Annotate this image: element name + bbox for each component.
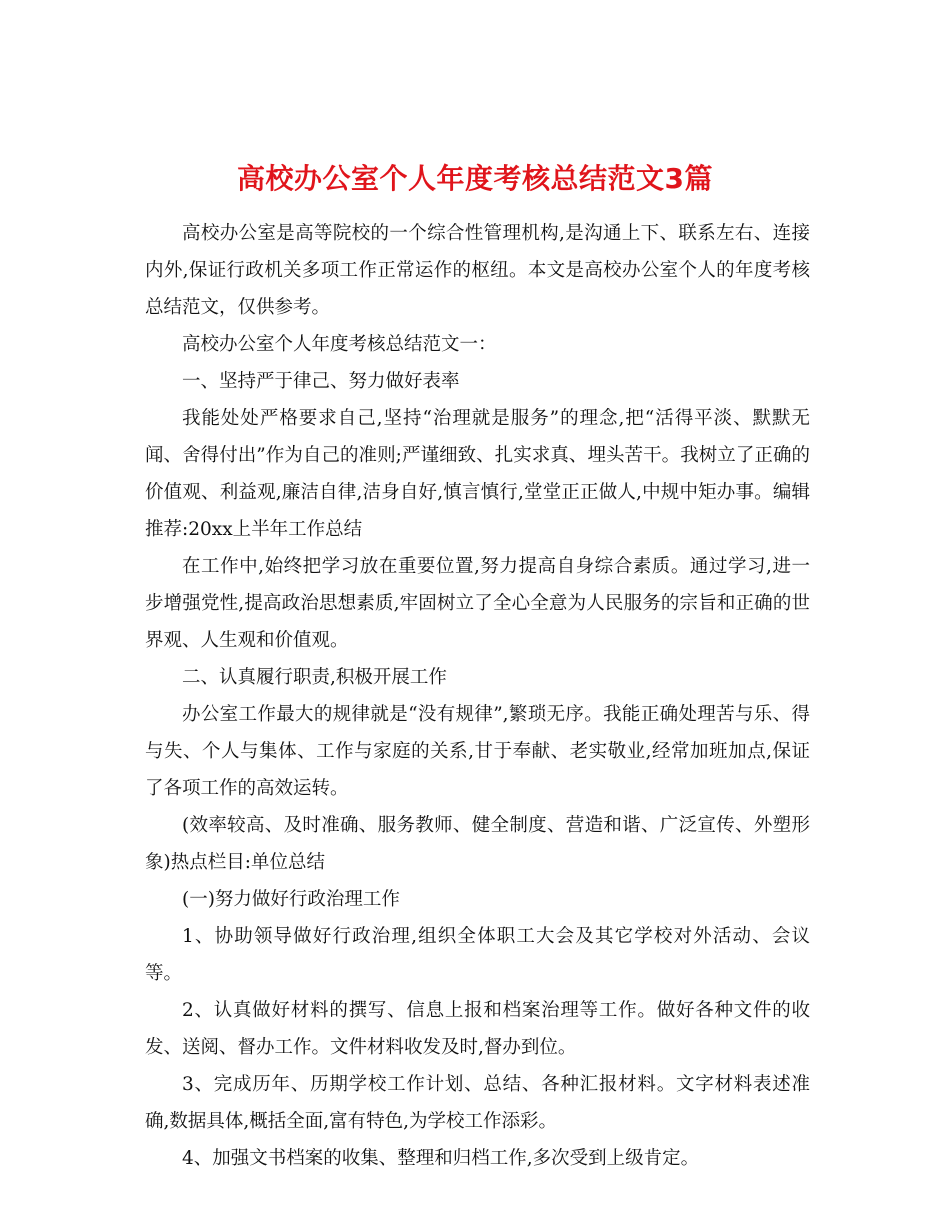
paragraph: 在工作中,始终把学习放在重要位置,努力提高自身综合素质。通过学习,进一步增强党性,提高政治思想素质,牢固树立了全心全意为人民服务的宗旨和正确的世界观、人生观和价值观。 (145, 556, 810, 651)
list-item: 1、协助领导做好行政治理,组织全体职工大会及其它学校对外活动、会议等。 (145, 926, 810, 984)
paragraph: 高校办公室个人年度考核总结范文一： (182, 334, 497, 355)
paragraph: 高校办公室是高等院校的一个综合性管理机构,是沟通上下、联系左右、连接内外,保证行政机关多项工作正常运作的枢纽。本文是高校办公室个人的年度考核总结范文，仅供参考。 (145, 223, 810, 318)
paragraph: 我能处处严格要求自己,坚持“治理就是服务”的理念,把“活得平淡、默默无闻、舍得付出”作为自己的准则;严谨细致、扎实求真、埋头苦干。我树立了正确的价值观、利益观,廉洁自律,洁身自好,慎言慎行,堂堂正正做人,中规中矩办事。编辑推荐:20xx上半年工作总结 (145, 408, 810, 540)
paragraph: 办公室工作最大的规律就是“没有规律”,繁琐无序。我能正确处理苦与乐、得与失、个人与集体、工作与家庭的关系,甘于奉献、老实敬业,经常加班加点,保证了各项工作的高效运转。 (145, 704, 810, 799)
document-title: 高校办公室个人年度考核总结范文3篇 (237, 161, 713, 195)
list-item: 3、完成历年、历期学校工作计划、总结、各种汇报材料。文字材料表述准确,数据具体,概括全面,富有特色,为学校工作添彩。 (145, 1074, 810, 1132)
subsection-heading: (一)努力做好行政治理工作 (182, 889, 400, 910)
section-heading: 二、认真履行职责,积极开展工作 (182, 667, 447, 688)
document-body (145, 215, 810, 1177)
list-item: 4、加强文书档案的收集、整理和归档工作,多次受到上级肯定。 (182, 1148, 700, 1169)
paragraph: (效率较高、及时准确、服务教师、健全制度、营造和谐、广泛宣传、外塑形象)热点栏目:单位总结 (145, 815, 810, 873)
list-item: 2、认真做好材料的撰写、信息上报和档案治理等工作。做好各种文件的收发、送阅、督办工作。文件材料收发及时,督办到位。 (145, 1000, 810, 1058)
section-heading: 一、坚持严于律己、努力做好表率 (182, 371, 460, 392)
